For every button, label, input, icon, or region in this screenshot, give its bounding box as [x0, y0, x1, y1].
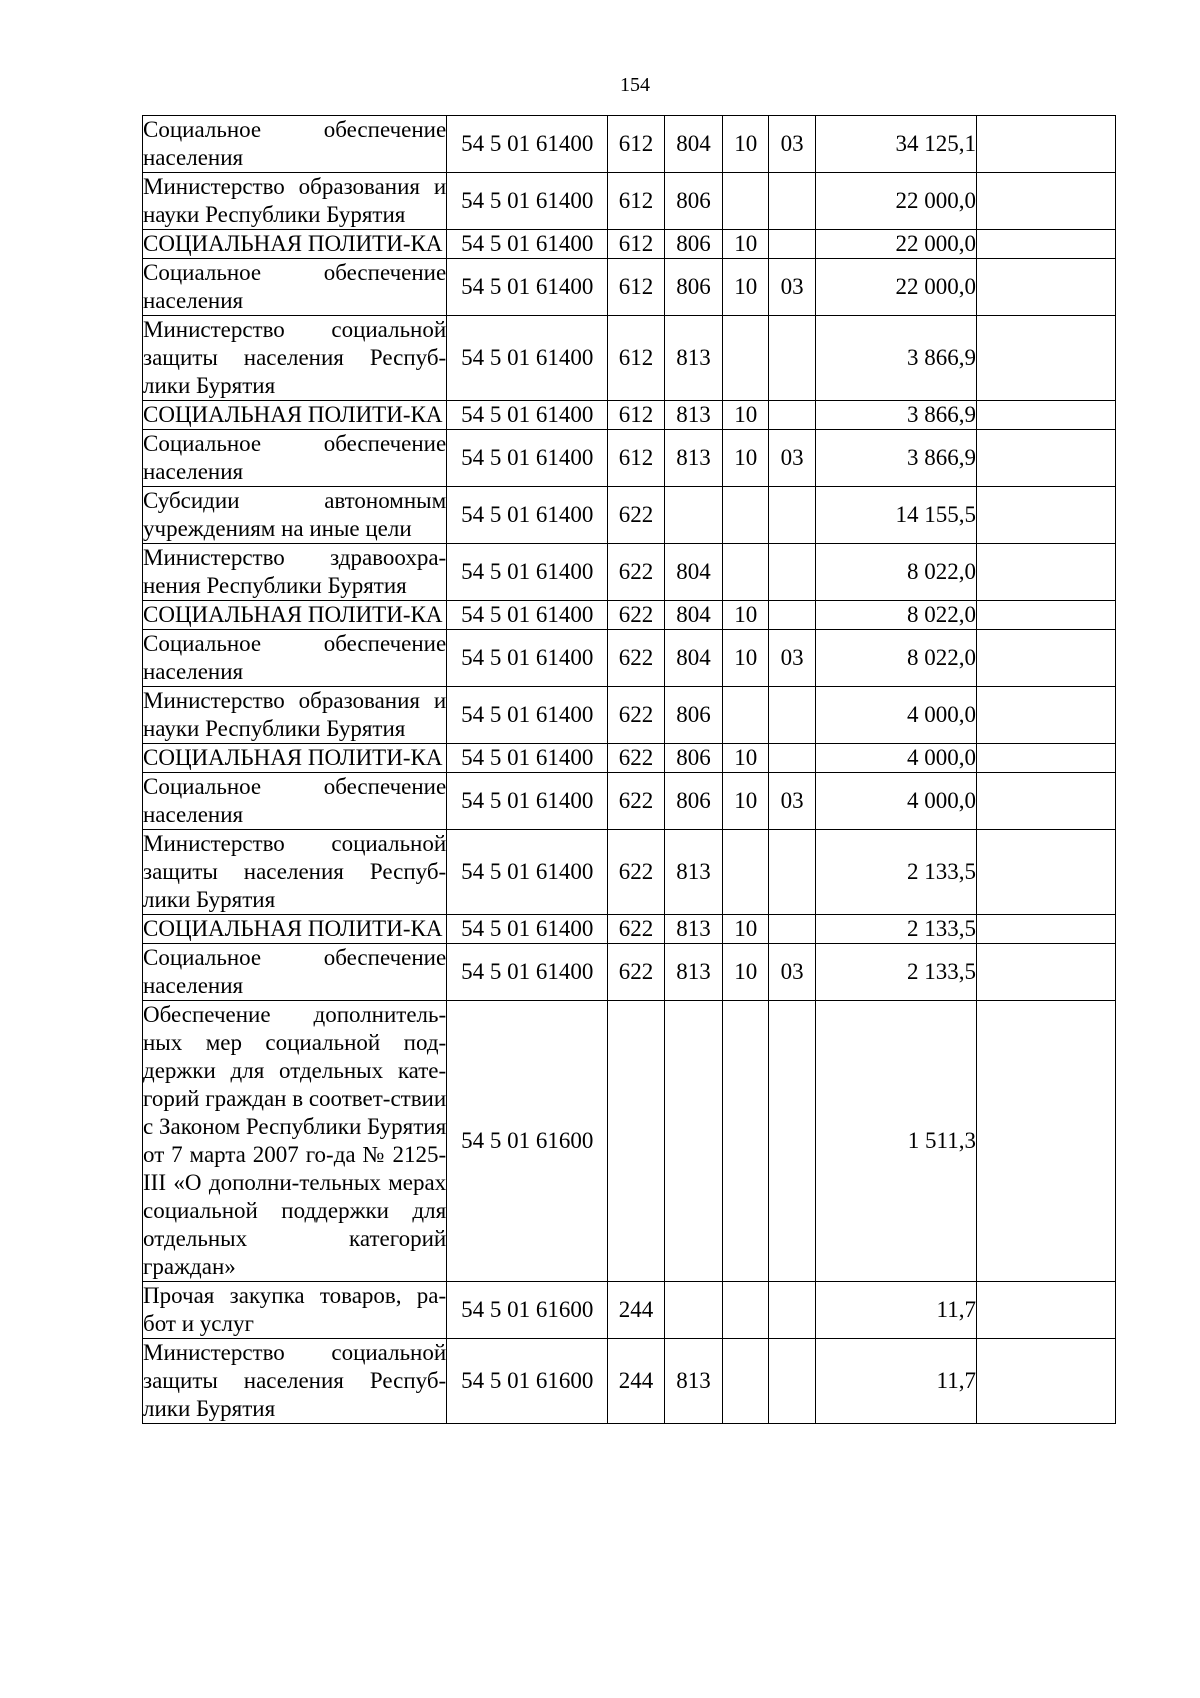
row-target-code: 54 5 01 61400: [447, 630, 608, 687]
row-expense-type: 612: [608, 116, 664, 173]
row-section: [723, 1282, 769, 1339]
row-target-code: 54 5 01 61400: [447, 744, 608, 773]
row-extra: [976, 830, 1115, 915]
row-target-code: 54 5 01 61400: [447, 259, 608, 316]
row-section: [723, 1339, 769, 1424]
row-subsection: 03: [769, 944, 815, 1001]
table-row: [143, 401, 1116, 430]
row-subsection: [769, 1001, 815, 1282]
table-row: [143, 116, 1116, 173]
row-extra: [976, 1339, 1115, 1424]
row-extra: [976, 773, 1115, 830]
row-subsection: [769, 173, 815, 230]
row-expense-type: 622: [608, 687, 664, 744]
row-extra: [976, 601, 1115, 630]
row-extra: [976, 259, 1115, 316]
row-ministry-code: 804: [664, 544, 722, 601]
row-amount: 3 866,9: [815, 401, 976, 430]
row-amount: 2 133,5: [815, 944, 976, 1001]
row-ministry-code: 813: [664, 316, 722, 401]
row-ministry-code: 813: [664, 915, 722, 944]
row-section: [723, 1001, 769, 1282]
row-amount: 2 133,5: [815, 830, 976, 915]
row-amount: 4 000,0: [815, 687, 976, 744]
row-extra: [976, 944, 1115, 1001]
row-name: СОЦИАЛЬНАЯ ПОЛИТИ-КА: [143, 601, 447, 630]
row-name: Министерство образования и науки Республики Бурятия: [143, 173, 447, 230]
row-ministry-code: 806: [664, 259, 722, 316]
row-name: Социальное обеспечение населения: [143, 773, 447, 830]
table-row: [143, 915, 1116, 944]
row-section: 10: [723, 630, 769, 687]
row-target-code: 54 5 01 61400: [447, 173, 608, 230]
row-section: [723, 316, 769, 401]
row-subsection: [769, 744, 815, 773]
row-expense-type: 244: [608, 1282, 664, 1339]
row-ministry-code: 804: [664, 630, 722, 687]
table-row: [143, 1282, 1116, 1339]
row-extra: [976, 116, 1115, 173]
row-extra: [976, 1282, 1115, 1339]
row-expense-type: 622: [608, 915, 664, 944]
row-extra: [976, 744, 1115, 773]
row-subsection: [769, 316, 815, 401]
row-ministry-code: 813: [664, 430, 722, 487]
table-row: [143, 744, 1116, 773]
row-target-code: 54 5 01 61600: [447, 1282, 608, 1339]
row-name: Министерство социальной защиты населения Респуб-лики Бурятия: [143, 316, 447, 401]
row-section: 10: [723, 601, 769, 630]
row-subsection: [769, 915, 815, 944]
row-target-code: 54 5 01 61400: [447, 830, 608, 915]
row-expense-type: 612: [608, 316, 664, 401]
row-extra: [976, 630, 1115, 687]
row-section: [723, 544, 769, 601]
row-amount: 11,7: [815, 1339, 976, 1424]
budget-table: [142, 115, 1116, 1424]
row-section: 10: [723, 944, 769, 1001]
row-amount: 2 133,5: [815, 915, 976, 944]
row-extra: [976, 230, 1115, 259]
table-row: [143, 687, 1116, 744]
row-section: [723, 830, 769, 915]
row-ministry-code: 804: [664, 116, 722, 173]
row-name: Министерство социальной защиты населения Респуб-лики Бурятия: [143, 830, 447, 915]
row-ministry-code: 806: [664, 744, 722, 773]
page-number: 154: [620, 74, 650, 96]
row-expense-type: 612: [608, 430, 664, 487]
row-target-code: 54 5 01 61400: [447, 230, 608, 259]
row-target-code: 54 5 01 61400: [447, 944, 608, 1001]
row-ministry-code: 813: [664, 1339, 722, 1424]
table-row: [143, 316, 1116, 401]
row-subsection: 03: [769, 430, 815, 487]
row-subsection: [769, 1339, 815, 1424]
row-subsection: 03: [769, 116, 815, 173]
row-ministry-code: 813: [664, 944, 722, 1001]
row-section: 10: [723, 915, 769, 944]
row-subsection: [769, 544, 815, 601]
row-target-code: 54 5 01 61600: [447, 1339, 608, 1424]
row-name: Министерство здравоохра-нения Республики Бурятия: [143, 544, 447, 601]
table-row: [143, 259, 1116, 316]
row-target-code: 54 5 01 61400: [447, 487, 608, 544]
row-name: Социальное обеспечение населения: [143, 630, 447, 687]
row-subsection: [769, 1282, 815, 1339]
row-amount: 1 511,3: [815, 1001, 976, 1282]
row-amount: 3 866,9: [815, 430, 976, 487]
table-row: [143, 830, 1116, 915]
row-subsection: [769, 601, 815, 630]
row-name: СОЦИАЛЬНАЯ ПОЛИТИ-КА: [143, 401, 447, 430]
row-extra: [976, 1001, 1115, 1282]
row-expense-type: 622: [608, 773, 664, 830]
row-extra: [976, 544, 1115, 601]
row-name: Социальное обеспечение населения: [143, 430, 447, 487]
row-subsection: [769, 401, 815, 430]
row-subsection: 03: [769, 773, 815, 830]
table-row: [143, 601, 1116, 630]
table-row: [143, 944, 1116, 1001]
table-row: [143, 230, 1116, 259]
row-target-code: 54 5 01 61400: [447, 915, 608, 944]
row-section: 10: [723, 116, 769, 173]
row-name: Социальное обеспечение населения: [143, 116, 447, 173]
row-name: Министерство образования и науки Республики Бурятия: [143, 687, 447, 744]
row-expense-type: 612: [608, 401, 664, 430]
row-expense-type: 622: [608, 944, 664, 1001]
row-section: [723, 687, 769, 744]
row-extra: [976, 430, 1115, 487]
row-amount: 8 022,0: [815, 601, 976, 630]
row-expense-type: [608, 1001, 664, 1282]
row-amount: 3 866,9: [815, 316, 976, 401]
row-target-code: 54 5 01 61600: [447, 1001, 608, 1282]
row-expense-type: 622: [608, 544, 664, 601]
row-target-code: 54 5 01 61400: [447, 773, 608, 830]
row-subsection: [769, 487, 815, 544]
table-row: [143, 773, 1116, 830]
row-ministry-code: 813: [664, 830, 722, 915]
row-target-code: 54 5 01 61400: [447, 544, 608, 601]
row-expense-type: 622: [608, 601, 664, 630]
row-ministry-code: 804: [664, 601, 722, 630]
row-expense-type: 622: [608, 830, 664, 915]
row-section: 10: [723, 430, 769, 487]
row-extra: [976, 687, 1115, 744]
row-expense-type: 612: [608, 230, 664, 259]
row-expense-type: 622: [608, 487, 664, 544]
row-amount: 8 022,0: [815, 544, 976, 601]
row-expense-type: 612: [608, 173, 664, 230]
row-extra: [976, 915, 1115, 944]
row-name: СОЦИАЛЬНАЯ ПОЛИТИ-КА: [143, 230, 447, 259]
row-ministry-code: [664, 487, 722, 544]
row-target-code: 54 5 01 61400: [447, 430, 608, 487]
row-subsection: 03: [769, 630, 815, 687]
row-expense-type: 622: [608, 630, 664, 687]
row-target-code: 54 5 01 61400: [447, 601, 608, 630]
row-ministry-code: 806: [664, 773, 722, 830]
row-extra: [976, 316, 1115, 401]
table-row: [143, 1339, 1116, 1424]
row-extra: [976, 173, 1115, 230]
row-subsection: 03: [769, 259, 815, 316]
row-subsection: [769, 830, 815, 915]
row-amount: 14 155,5: [815, 487, 976, 544]
row-section: [723, 173, 769, 230]
row-section: 10: [723, 401, 769, 430]
row-name: СОЦИАЛЬНАЯ ПОЛИТИ-КА: [143, 744, 447, 773]
table-row: [143, 487, 1116, 544]
row-section: 10: [723, 230, 769, 259]
row-expense-type: 612: [608, 259, 664, 316]
row-target-code: 54 5 01 61400: [447, 401, 608, 430]
row-subsection: [769, 230, 815, 259]
row-section: [723, 487, 769, 544]
row-amount: 22 000,0: [815, 173, 976, 230]
row-extra: [976, 401, 1115, 430]
row-target-code: 54 5 01 61400: [447, 687, 608, 744]
row-name: СОЦИАЛЬНАЯ ПОЛИТИ-КА: [143, 915, 447, 944]
row-ministry-code: 806: [664, 173, 722, 230]
row-extra: [976, 487, 1115, 544]
row-ministry-code: [664, 1282, 722, 1339]
table-row: [143, 173, 1116, 230]
row-expense-type: 622: [608, 744, 664, 773]
table-row: [143, 630, 1116, 687]
row-name: Прочая закупка товаров, ра-бот и услуг: [143, 1282, 447, 1339]
row-name: Обеспечение дополнитель-ных мер социальной под-держки для отдельных кате-горий граждан в соответ-ствии с Законом Республики Бурятия от 7 марта 2007 го-да № 2125-III «О дополни-тельных мерах социальной поддержки для отдельных категорий граждан»: [143, 1001, 447, 1282]
table-row: [143, 1001, 1116, 1282]
row-subsection: [769, 687, 815, 744]
row-amount: 8 022,0: [815, 630, 976, 687]
row-amount: 4 000,0: [815, 744, 976, 773]
row-amount: 11,7: [815, 1282, 976, 1339]
table-body: [143, 116, 1116, 1424]
row-target-code: 54 5 01 61400: [447, 316, 608, 401]
row-section: 10: [723, 773, 769, 830]
row-expense-type: 244: [608, 1339, 664, 1424]
row-name: Социальное обеспечение населения: [143, 259, 447, 316]
row-amount: 22 000,0: [815, 230, 976, 259]
row-name: Субсидии автономным учреждениям на иные цели: [143, 487, 447, 544]
table-row: [143, 430, 1116, 487]
row-name: Министерство социальной защиты населения Респуб-лики Бурятия: [143, 1339, 447, 1424]
row-target-code: 54 5 01 61400: [447, 116, 608, 173]
row-ministry-code: 813: [664, 401, 722, 430]
row-name: Социальное обеспечение населения: [143, 944, 447, 1001]
row-amount: 34 125,1: [815, 116, 976, 173]
row-section: 10: [723, 744, 769, 773]
row-amount: 22 000,0: [815, 259, 976, 316]
row-ministry-code: 806: [664, 230, 722, 259]
row-ministry-code: [664, 1001, 722, 1282]
row-ministry-code: 806: [664, 687, 722, 744]
row-amount: 4 000,0: [815, 773, 976, 830]
table-row: [143, 544, 1116, 601]
row-section: 10: [723, 259, 769, 316]
